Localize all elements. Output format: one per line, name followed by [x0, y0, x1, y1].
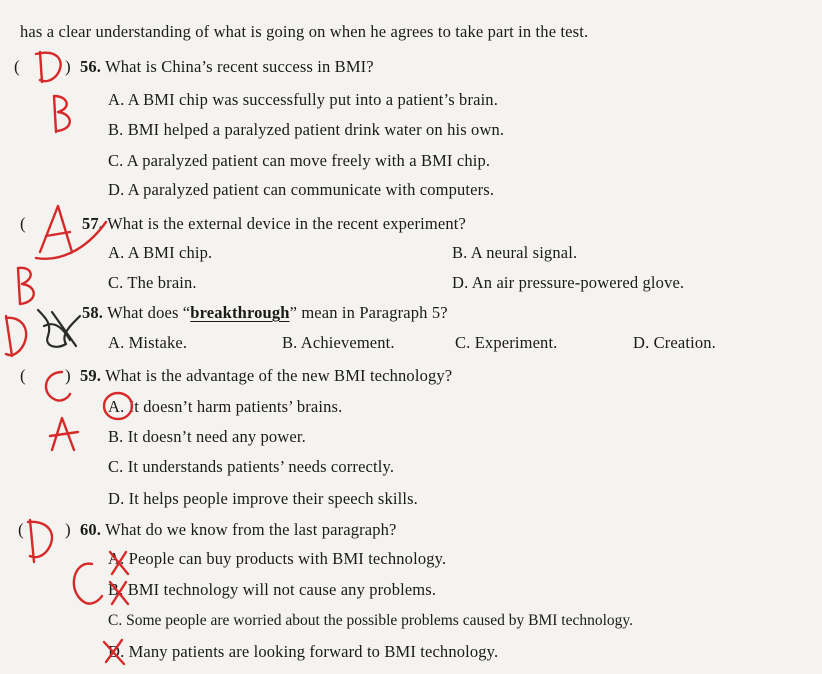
- handwritten-d-56: [36, 52, 61, 82]
- option-57-b: B. A neural signal.: [452, 243, 578, 262]
- option-58-b: B. Achievement.: [282, 333, 395, 352]
- answer-paren-open: (: [20, 214, 26, 233]
- question-stem: What is China’s recent success in BMI?: [105, 57, 374, 76]
- handwritten-b-57: [18, 268, 34, 304]
- scribble-58: [38, 310, 80, 347]
- question-59: [80, 366, 452, 386]
- option-59-a: A. It doesn’t harm patients’ brains.: [108, 397, 343, 416]
- handwritten-c-60: [74, 564, 102, 604]
- answer-paren-open: (: [18, 520, 24, 539]
- question-number: 57.: [82, 214, 104, 233]
- question-57: [82, 214, 466, 234]
- intro-text: has a clear understanding of what is going on when he agrees to take part in the test.: [20, 22, 589, 41]
- answer-paren-close: ): [65, 57, 71, 76]
- handwritten-a-59: [50, 418, 78, 450]
- option-56-d: D. A paralyzed patient can communicate with computers.: [108, 180, 495, 199]
- option-57-a: A. A BMI chip.: [108, 243, 213, 262]
- answer-paren-open: (: [20, 366, 26, 385]
- question-stem: What is the advantage of the new BMI technology?: [105, 366, 453, 385]
- option-60-d: D. Many patients are looking forward to BMI technology.: [108, 642, 499, 661]
- handwritten-b-56: [54, 96, 70, 132]
- option-59-d: D. It helps people improve their speech skills.: [108, 489, 418, 508]
- answer-paren-open: (: [14, 57, 20, 76]
- question-number: 59.: [80, 366, 102, 385]
- option-60-c: C. Some people are worried about the possible problems caused by BMI technology.: [108, 612, 634, 629]
- question-stem: What is the external device in the recent experiment?: [107, 214, 466, 233]
- option-58-a: A. Mistake.: [108, 333, 188, 352]
- answer-paren-close: ): [65, 366, 71, 385]
- question-number: 56.: [80, 57, 102, 76]
- question-stem-before: What does “: [107, 303, 191, 322]
- question-number: 60.: [80, 520, 102, 539]
- option-56-a: A. A BMI chip was successfully put into a patient’s brain.: [108, 90, 498, 109]
- option-59-c: C. It understands patients’ needs correctly.: [108, 457, 395, 476]
- option-59-b: B. It doesn’t need any power.: [108, 427, 306, 446]
- question-number: 58.: [82, 303, 104, 322]
- option-58-d: D. Creation.: [633, 333, 716, 352]
- question-60: [80, 520, 397, 540]
- question-56: [80, 57, 374, 77]
- option-60-a: A. People can buy products with BMI technology.: [108, 549, 447, 568]
- handwritten-d-58: [6, 316, 26, 356]
- question-58: [82, 303, 448, 323]
- question-stem: What do we know from the last paragraph?: [105, 520, 397, 539]
- option-56-b: B. BMI helped a paralyzed patient drink water on his own.: [108, 120, 505, 139]
- option-57-d: D. An air pressure-powered glove.: [452, 273, 685, 292]
- option-60-b: B. BMI technology will not cause any problems.: [108, 580, 437, 599]
- handwritten-d-60: [28, 520, 52, 562]
- answer-paren-close: ): [65, 520, 71, 539]
- question-keyword: breakthrough: [190, 303, 290, 322]
- option-58-c: C. Experiment.: [455, 333, 558, 352]
- option-56-c: C. A paralyzed patient can move freely with a BMI chip.: [108, 151, 491, 170]
- question-stem-after: ” mean in Paragraph 5?: [289, 303, 448, 322]
- option-57-c: C. The brain.: [108, 273, 197, 292]
